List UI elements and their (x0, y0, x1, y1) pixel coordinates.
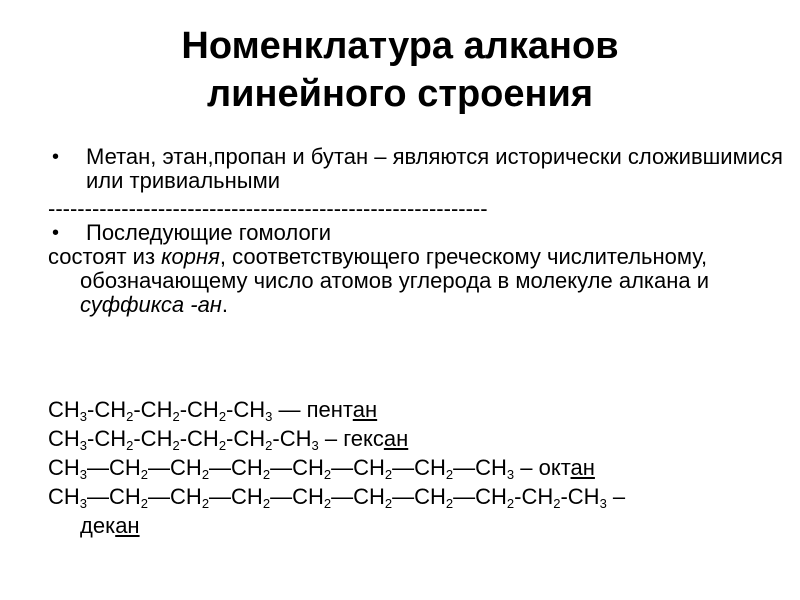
compound-name: дек (80, 513, 116, 538)
root-term: корня (161, 244, 220, 269)
bullet-item-homologs (48, 221, 788, 245)
compound-suffix: ан (383, 426, 409, 451)
subscript: 2 (172, 438, 180, 453)
subscript: 3 (79, 438, 88, 453)
subscript: 3 (79, 496, 88, 511)
subscript: 2 (265, 438, 273, 453)
bullet-item-trivial-names (48, 145, 788, 193)
subscript: 2 (262, 467, 271, 482)
slide-title (0, 22, 800, 118)
subscript: 2 (323, 496, 332, 511)
chemical-formula: $CH_3-CH_2-CH_2-CH_2-CH_3$ (48, 397, 273, 424)
formula-hexane: $CH_3-CH_2-CH_2-CH_2-CH_2-CH_3$ – гексан (48, 426, 409, 453)
suffix-term: суффикса -ан (80, 292, 222, 317)
subscript: 2 (553, 496, 561, 511)
subscript: 3 (79, 467, 88, 482)
subscript: 2 (126, 409, 134, 424)
compound-suffix: ан (115, 513, 140, 538)
bullet-icon: • (52, 222, 60, 244)
subscript: 3 (311, 438, 319, 453)
nomenclature-paragraph: состоят из корня, соответствующего греческому числительному, обозначающему число атомов углерода в молекуле алкана и суффикса -ан. (48, 244, 710, 317)
subscript: 2 (201, 467, 210, 482)
subscript: 2 (218, 409, 227, 424)
subscript: 3 (599, 496, 607, 511)
formula-decane: $CH_3—CH_2—CH_2—CH_2—CH_2—CH_2—CH_2—CH_2-CH_2-CH_3$ – (48, 484, 626, 511)
dashed-divider: ------------------------------------------------------------ (48, 197, 488, 221)
subscript: 2 (201, 496, 210, 511)
bullet-text: Последующие гомологи (86, 220, 331, 245)
compound-name: гекс (343, 426, 384, 451)
chemical-formula: $CH_3-CH_2-CH_2-CH_2-CH_2-CH_3$ (48, 426, 319, 453)
chemical-formula: $CH_3—CH_2—CH_2—CH_2—CH_2—CH_2—CH_2—CH_3$ (48, 455, 515, 482)
subscript: 2 (140, 467, 149, 482)
title-line-2: линейного строения (207, 73, 593, 115)
subscript: 3 (506, 467, 515, 482)
chemical-formula: $CH_3—CH_2—CH_2—CH_2—CH_2—CH_2—CH_2—CH_2-CH_2-CH_3$ (48, 484, 607, 511)
subscript: 2 (262, 496, 271, 511)
subscript: 2 (140, 496, 149, 511)
bullet-icon: • (52, 146, 60, 168)
subscript: 3 (79, 409, 88, 424)
subscript: 2 (384, 496, 393, 511)
title-line-1: Номенклатура алканов (181, 25, 619, 67)
formula-list (48, 395, 788, 540)
compound-name: пент (306, 397, 353, 422)
compound-name: окт (538, 455, 571, 480)
subscript: 2 (445, 496, 454, 511)
compound-suffix: ан (352, 397, 378, 422)
formula-pentane: $CH_3-CH_2-CH_2-CH_2-CH_3$ — пентан (48, 397, 378, 424)
slide-body (48, 145, 788, 317)
subscript: 2 (323, 467, 332, 482)
bullet-text: Метан, этан,пропан и бутан – являются исторически сложившимися или тривиальными (86, 144, 783, 193)
subscript: 2 (384, 467, 393, 482)
compound-suffix: ан (570, 455, 595, 480)
subscript: 2 (506, 496, 515, 511)
formula-decane-name (48, 511, 788, 540)
subscript: 2 (218, 438, 227, 453)
subscript: 2 (445, 467, 454, 482)
subscript: 2 (126, 438, 134, 453)
formula-octane: $CH_3—CH_2—CH_2—CH_2—CH_2—CH_2—CH_2—CH_3$ – октан (48, 455, 595, 482)
subscript: 2 (172, 409, 180, 424)
subscript: 3 (265, 409, 273, 424)
